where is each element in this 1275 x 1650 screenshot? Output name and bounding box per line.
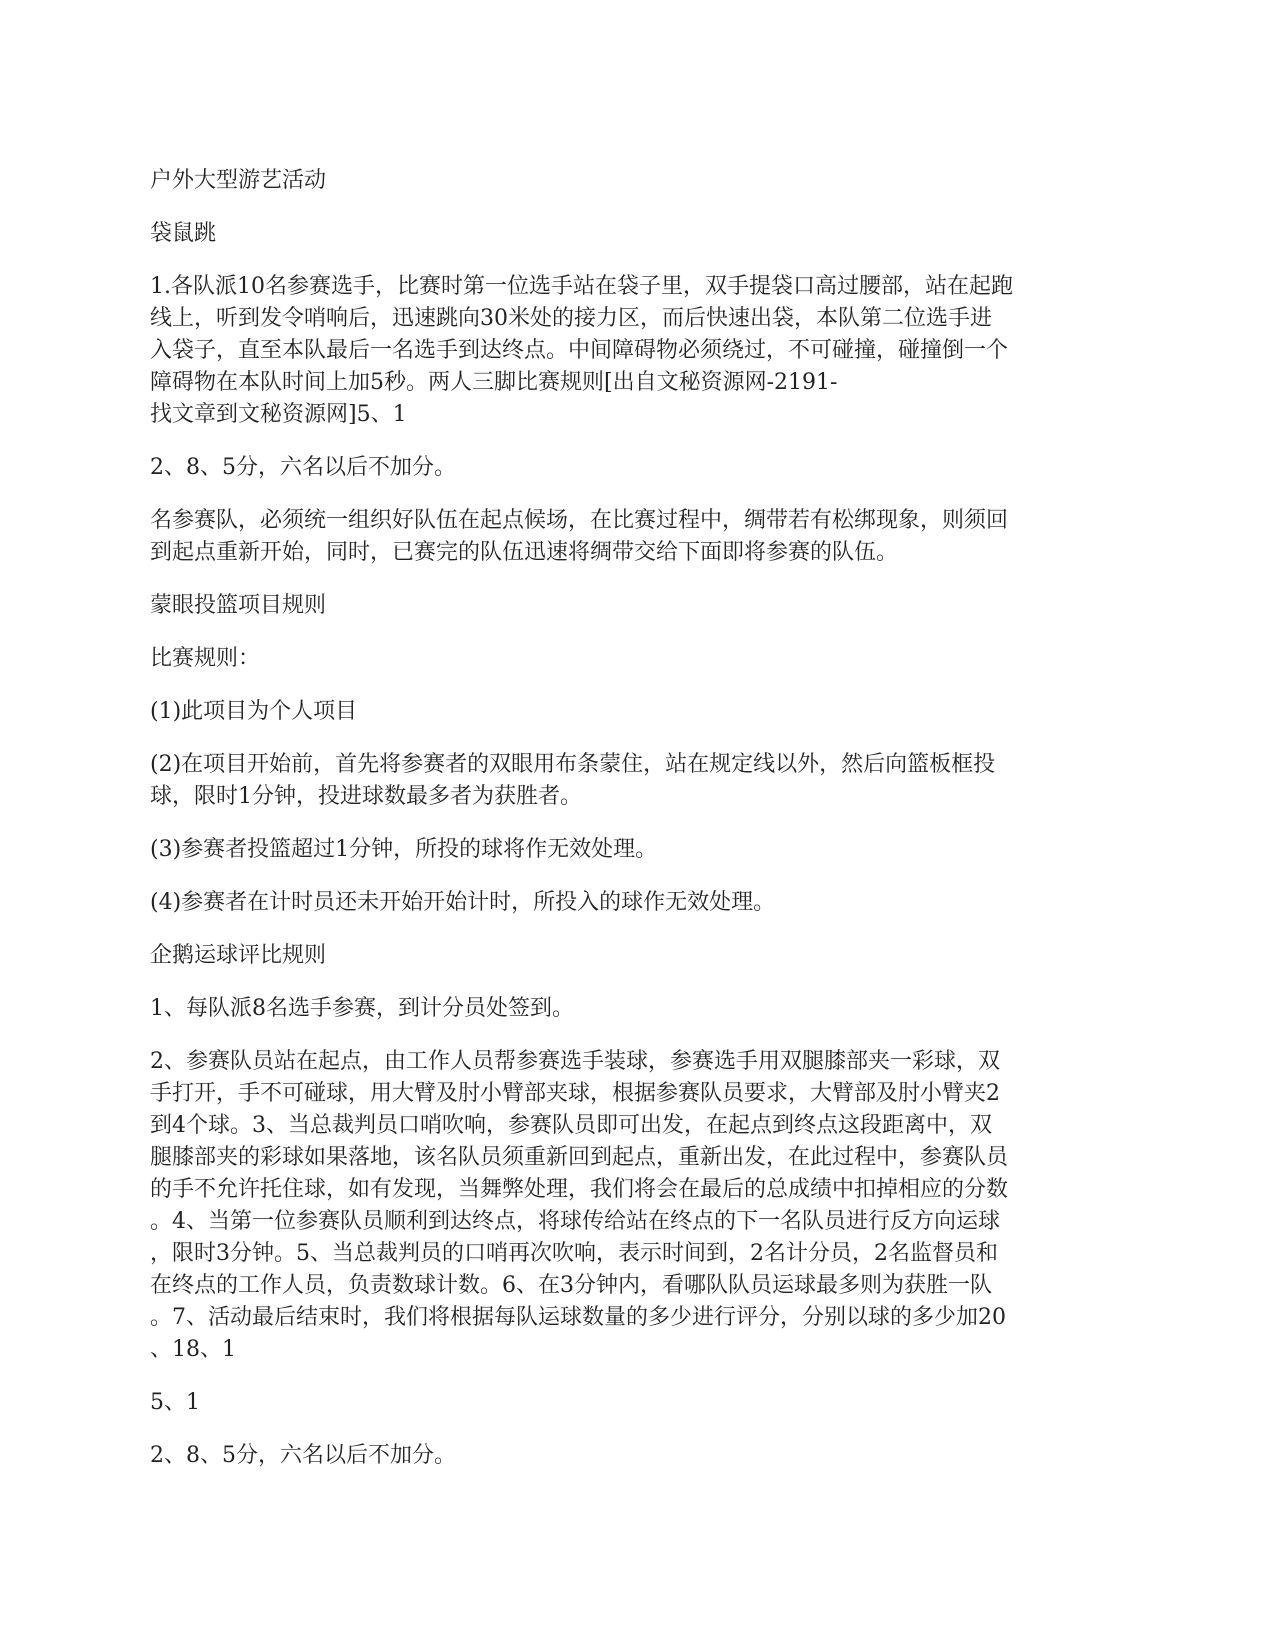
penguin-rule-1: 1、每队派8名选手参赛，到计分员处签到。 — [150, 996, 574, 1021]
document-page — [150, 165, 1130, 1493]
paragraph-scoring-fragment: 5、1 — [150, 1390, 200, 1415]
paragraph-team-assembly: 名参赛队，必须统一组织好队伍在起点候场，在比赛过程中，绸带若有松绑现象，则须回 到起点重新开始，同时，已赛完的队伍迅速将绸带交给下面即将参赛的队伍。 — [150, 508, 1009, 565]
section-heading-blindfold-basketball: 蒙眼投篮项目规则 — [150, 593, 327, 618]
rule-item-3: (3)参赛者投篮超过1分钟，所投的球将作无效处理。 — [150, 837, 658, 862]
rule-item-4: (4)参赛者在计时员还未开始开始计时，所投入的球作无效处理。 — [150, 890, 776, 915]
section-heading-penguin-ball: 企鹅运球评比规则 — [150, 943, 327, 968]
paragraph-scoring-2: 2、8、5分，六名以后不加分。 — [150, 1443, 456, 1468]
section-heading-kangaroo-jump: 袋鼠跳 — [150, 221, 217, 246]
document-title: 户外大型游艺活动 — [150, 168, 327, 193]
subheading-competition-rules: 比赛规则： — [150, 646, 261, 671]
paragraph-kangaroo-rules: 1.各队派10名参赛选手，比赛时第一位选手站在袋子里，双手提袋口高过腰部，站在起跑 线上，听到发令哨响后，迅速跳向30米处的接力区，而后快速出袋，本队第二位选手进 入袋子，直至本队最后一名选手到达终点。中间障碍物必须绕过，不可碰撞，碰撞倒一个 障碍物在本队时间上加5秒。两人三脚比赛规则[出自文秘资源网-2191- 找文章到文秘资源网]5、1 — [150, 274, 1013, 427]
rule-item-1: (1)此项目为个人项目 — [150, 699, 358, 724]
paragraph-scoring-1: 2、8、5分，六名以后不加分。 — [150, 455, 456, 480]
penguin-rule-2-to-7: 2、参赛队员站在起点，由工作人员帮参赛选手装球，参赛选手用双腿膝部夹一彩球，双 手打开，手不可碰球，用大臂及肘小臂部夹球，根据参赛队员要求，大臂部及肘小臂夹2 到4个球。3、当总裁判员口哨吹响，参赛队员即可出发，在起点到终点这段距离中，双 腿膝部夹的彩球如果落地，该名队员须重新回到起点，重新出发，在此过程中，参赛队员 的手不允许托住球，如有发现，当舞弊处理，我们将会在最后的总成绩中扣掉相应的分数 。4、当第一位参赛队员顺利到达终点，将球传给站在终点的下一名队员进行反方向运球 ，限时3分钟。5、当总裁判员的口哨再次吹响，表示时间到，2名计分员，2名监督员和 在终点的工作人员，负责数球计数。6、在3分钟内，看哪队队员运球最多则为获胜一队 。7、活动最后结束时，我们将根据每队运球数量的多少进行评分，分别以球的多少加20 、18、1 — [150, 1049, 1009, 1362]
rule-item-2: (2)在项目开始前，首先将参赛者的双眼用布条蒙住，站在规定线以外，然后向篮板框投 球，限时1分钟，投进球数最多者为获胜者。 — [150, 752, 996, 809]
